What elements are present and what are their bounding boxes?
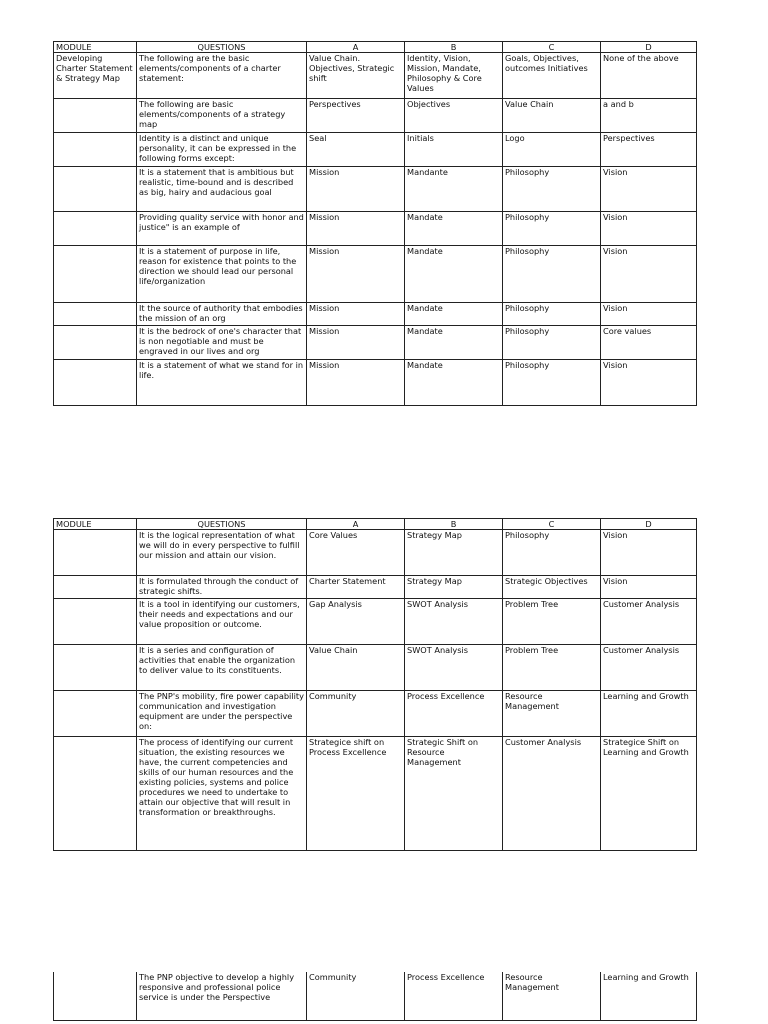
header-c: C <box>503 519 601 530</box>
header-c: C <box>503 42 601 53</box>
option-d-cell: Vision <box>601 576 697 599</box>
option-d-cell: Vision <box>601 303 697 326</box>
option-d-cell: a and b <box>601 99 697 133</box>
header-b: B <box>405 42 503 53</box>
table-row <box>54 246 697 303</box>
module-cell-empty <box>54 303 137 326</box>
option-a-cell: Community <box>307 972 405 1020</box>
module-cell-empty <box>54 737 137 851</box>
table-row <box>54 99 697 133</box>
option-a-cell: Strategice shift on Process Excellence <box>307 737 405 851</box>
header-questions: QUESTIONS <box>137 519 307 530</box>
module-cell-empty <box>54 691 137 737</box>
questions-table-1 <box>53 41 697 406</box>
option-b-cell: Initials <box>405 133 503 167</box>
question-cell: It is a statement that is ambitious but realistic, time-bound and is described as big, hairy and audacious goal <box>137 167 307 212</box>
question-cell: The PNP's mobility, fire power capability communication and investigation equipment are under the perspective on: <box>137 691 307 737</box>
module-cell-empty <box>54 99 137 133</box>
option-c-cell: Value Chain <box>503 99 601 133</box>
option-d-cell: Customer Analysis <box>601 599 697 645</box>
question-cell: The process of identifying our current situation, the existing resources we have, the current competencies and skills of our human resources and the existing policies, systems and police procedures we need to undertake to attain our objective that will result in transformation or breakthroughs. <box>137 737 307 851</box>
question-cell: It is a statement of what we stand for in life. <box>137 360 307 406</box>
option-c-cell: Philosophy <box>503 167 601 212</box>
question-cell: It is the logical representation of what we will do in every perspective to fulfill our mission and attain our vision. <box>137 530 307 576</box>
table-row <box>54 303 697 326</box>
option-c-cell: Customer Analysis <box>503 737 601 851</box>
table-row <box>54 972 697 1020</box>
header-d: D <box>601 519 697 530</box>
table-row <box>54 212 697 246</box>
questions-table-3 <box>53 972 697 1021</box>
option-a-cell: Mission <box>307 167 405 212</box>
option-c-cell: Problem Tree <box>503 599 601 645</box>
option-c-cell: Goals, Objectives, outcomes Initiatives <box>503 53 601 99</box>
option-a-cell: Perspectives <box>307 99 405 133</box>
option-c-cell: Philosophy <box>503 303 601 326</box>
table-header-row <box>54 42 697 53</box>
module-cell-empty <box>54 599 137 645</box>
table-row <box>54 645 697 691</box>
option-c-cell: Philosophy <box>503 360 601 406</box>
option-a-cell: Core Values <box>307 530 405 576</box>
option-d-cell: Strategice Shift on Learning and Growth <box>601 737 697 851</box>
option-b-cell: SWOT Analysis <box>405 599 503 645</box>
module-cell-empty <box>54 326 137 360</box>
table-row <box>54 167 697 212</box>
question-cell: The PNP objective to develop a highly responsive and professional police service is under the Perspective <box>137 972 307 1020</box>
table-row <box>54 133 697 167</box>
option-a-cell: Mission <box>307 360 405 406</box>
module-cell-empty <box>54 576 137 599</box>
module-cell-empty <box>54 246 137 303</box>
option-c-cell: Philosophy <box>503 326 601 360</box>
table-row <box>54 737 697 851</box>
question-cell: It is a tool in identifying our customers, their needs and expectations and our value proposition or outcome. <box>137 599 307 645</box>
module-cell-empty <box>54 530 137 576</box>
option-b-cell: SWOT Analysis <box>405 645 503 691</box>
table-row <box>54 691 697 737</box>
option-d-cell: Vision <box>601 530 697 576</box>
option-b-cell: Mandate <box>405 360 503 406</box>
questions-table-2 <box>53 518 697 851</box>
option-d-cell: Customer Analysis <box>601 645 697 691</box>
option-a-cell: Charter Statement <box>307 576 405 599</box>
option-a-cell: Mission <box>307 326 405 360</box>
option-d-cell: None of the above <box>601 53 697 99</box>
option-d-cell: Learning and Growth <box>601 691 697 737</box>
option-c-cell: Logo <box>503 133 601 167</box>
option-b-cell: Strategy Map <box>405 530 503 576</box>
option-b-cell: Mandate <box>405 303 503 326</box>
option-d-cell: Vision <box>601 167 697 212</box>
option-c-cell: Strategic Objectives <box>503 576 601 599</box>
option-b-cell: Objectives <box>405 99 503 133</box>
option-a-cell: Seal <box>307 133 405 167</box>
question-cell: The following are basic elements/components of a strategy map <box>137 99 307 133</box>
option-b-cell: Strategic Shift on Resource Management <box>405 737 503 851</box>
option-d-cell: Learning and Growth <box>601 972 697 1020</box>
table-row <box>54 53 697 99</box>
option-a-cell: Gap Analysis <box>307 599 405 645</box>
module-cell-empty <box>54 645 137 691</box>
table-row <box>54 326 697 360</box>
option-c-cell: Philosophy <box>503 212 601 246</box>
option-a-cell: Value Chain. Objectives, Strategic shift <box>307 53 405 99</box>
module-cell: Developing Charter Statement & Strategy Map <box>54 53 137 99</box>
option-a-cell: Mission <box>307 303 405 326</box>
module-cell-empty <box>54 360 137 406</box>
option-b-cell: Strategy Map <box>405 576 503 599</box>
question-cell: Identity is a distinct and unique personality, it can be expressed in the following forms except: <box>137 133 307 167</box>
question-cell: It is a series and configuration of activities that enable the organization to deliver value to its constituents. <box>137 645 307 691</box>
question-cell: It the source of authority that embodies the mission of an org <box>137 303 307 326</box>
option-c-cell: Problem Tree <box>503 645 601 691</box>
module-cell-empty <box>54 133 137 167</box>
option-a-cell: Mission <box>307 246 405 303</box>
question-cell: It is formulated through the conduct of strategic shifts. <box>137 576 307 599</box>
module-cell-empty <box>54 212 137 246</box>
table-row <box>54 576 697 599</box>
header-b: B <box>405 519 503 530</box>
question-cell: The following are the basic elements/components of a charter statement: <box>137 53 307 99</box>
option-b-cell: Mandate <box>405 326 503 360</box>
option-c-cell: Philosophy <box>503 530 601 576</box>
option-d-cell: Vision <box>601 360 697 406</box>
option-b-cell: Mandante <box>405 167 503 212</box>
option-d-cell: Perspectives <box>601 133 697 167</box>
option-b-cell: Process Excellence <box>405 972 503 1020</box>
header-module: MODULE <box>54 42 137 53</box>
table-header-row <box>54 519 697 530</box>
option-b-cell: Mandate <box>405 246 503 303</box>
option-a-cell: Mission <box>307 212 405 246</box>
question-cell: Providing quality service with honor and justice" is an example of <box>137 212 307 246</box>
option-a-cell: Community <box>307 691 405 737</box>
header-a: A <box>307 519 405 530</box>
module-cell-empty <box>54 972 137 1020</box>
option-c-cell: Resource Management <box>503 972 601 1020</box>
option-a-cell: Value Chain <box>307 645 405 691</box>
question-cell: It is the bedrock of one's character that is non negotiable and must be engraved in our lives and org <box>137 326 307 360</box>
option-c-cell: Philosophy <box>503 246 601 303</box>
table-row <box>54 599 697 645</box>
option-b-cell: Process Excellence <box>405 691 503 737</box>
option-c-cell: Resource Management <box>503 691 601 737</box>
header-a: A <box>307 42 405 53</box>
table-row <box>54 360 697 406</box>
option-b-cell: Identity, Vision, Mission, Mandate, Philosophy & Core Values <box>405 53 503 99</box>
header-questions: QUESTIONS <box>137 42 307 53</box>
module-cell-empty <box>54 167 137 212</box>
option-d-cell: Vision <box>601 212 697 246</box>
option-b-cell: Mandate <box>405 212 503 246</box>
table-row <box>54 530 697 576</box>
header-module: MODULE <box>54 519 137 530</box>
option-d-cell: Core values <box>601 326 697 360</box>
header-d: D <box>601 42 697 53</box>
question-cell: It is a statement of purpose in life, reason for existence that points to the direction we should lead our personal life/organization <box>137 246 307 303</box>
option-d-cell: Vision <box>601 246 697 303</box>
